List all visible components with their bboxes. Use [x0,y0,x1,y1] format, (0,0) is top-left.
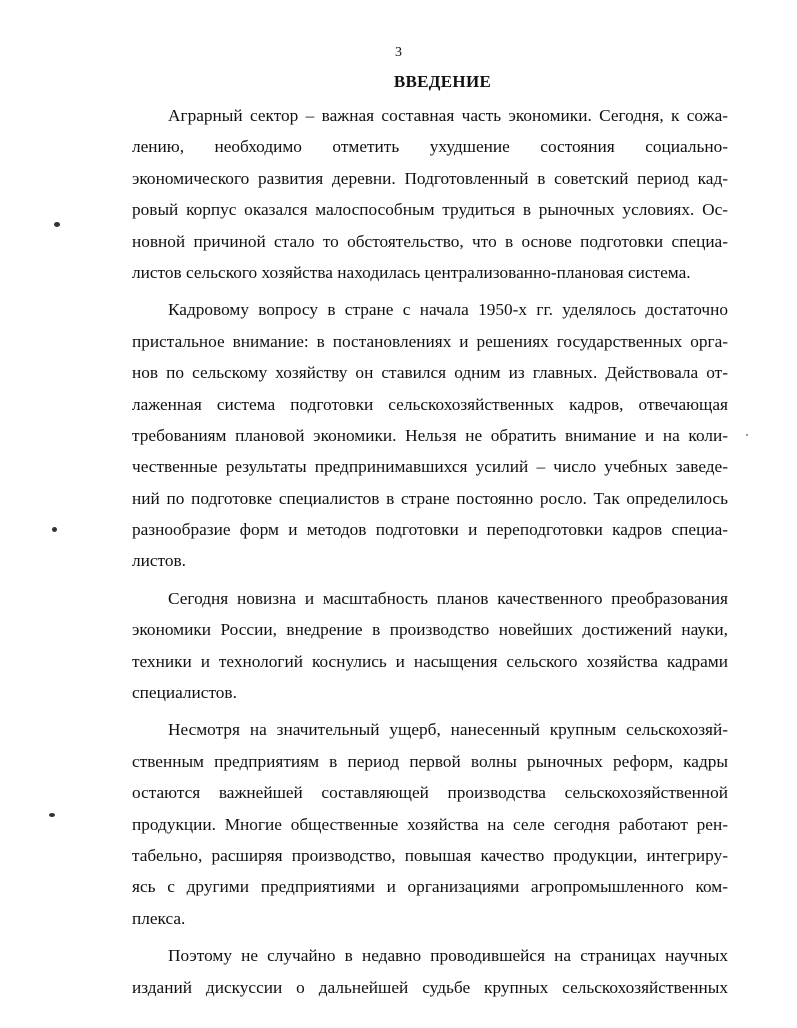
text-line: остаются важнейшей составляющей производства сельскохозяйственной [132,783,728,803]
text-line: Несмотря на значительный ущерб, нанесенный крупным сельскохозяй- [168,720,728,740]
text-line: изданий дискуссии о дальнейшей судьбе крупных сельскохозяйственных [132,977,728,997]
body-text [132,100,728,1009]
scan-speck [54,222,60,227]
section-title: ВВЕДЕНИЕ [393,72,492,91]
text-line: техники и технологий коснулись и насыщения сельского хозяйства кадрами [132,651,728,671]
text-line: Кадровому вопросу в стране с начала 1950-х гг. уделялось достаточно [168,300,728,320]
text-line: разнообразие форм и методов подготовки и переподготовки кадров специа- [132,520,728,540]
text-line: ний по подготовке специалистов в стране постоянно росло. Так определилось [132,488,728,508]
paragraph-2 [132,294,728,577]
text-line: пристальное внимание: в постановлениях и решениях государственных орга- [132,331,728,351]
text-line: лению, необходимо отметить ухудшение состояния социально- [132,137,728,157]
text-line: листов. [132,551,186,571]
text-line: экономического развития деревни. Подготовленный в советский период кад- [132,168,728,188]
text-line: чественные результаты предпринимавшихся усилий – число учебных заведе- [132,457,728,477]
text-line: новной причиной стало то обстоятельство, что в основе подготовки специа- [132,231,728,251]
page-number: 3 [395,45,402,60]
scan-speck [49,813,55,817]
text-line: требованиям плановой экономики. Нельзя не обратить внимание и на коли- [132,425,728,445]
text-line: лаженная система подготовки сельскохозяйственных кадров, отвечающая [132,394,728,414]
text-line: листов сельского хозяйства находилась централизованно-плановая система. [132,262,691,282]
text-line: Аграрный сектор – важная составная часть экономики. Сегодня, к сожа- [168,106,728,125]
text-line: ясь с другими предприятиями и организациями агропромышленного ком- [132,877,728,897]
text-line: нов по сельскому хозяйству он ставился одним из главных. Действовала от- [132,363,728,383]
text-line: Поэтому не случайно в недавно проводившейся на страницах научных [168,946,728,966]
paragraph-4 [132,714,728,934]
text-line: ровый корпус оказался малоспособным трудиться в рыночных условиях. Ос- [132,200,728,220]
paragraph-3 [132,583,728,709]
scan-speck [746,434,748,436]
text-line: Сегодня новизна и масштабность планов качественного преобразования [168,588,728,608]
text-line: ственным предприятиям в период первой волны рыночных реформ, кадры [132,751,728,771]
text-line: специалистов. [132,683,237,703]
text-line: экономики России, внедрение в производство новейших достижений науки, [132,620,728,640]
scan-speck [52,527,57,532]
text-line: табельно, расширяя производство, повышая качество продукции, интегриру- [132,845,728,865]
paragraph-5 [132,940,728,1003]
text-line: продукции. Многие общественные хозяйства на селе сегодня работают рен- [132,814,728,834]
paragraph-1 [132,100,728,288]
text-line: плекса. [132,908,186,928]
